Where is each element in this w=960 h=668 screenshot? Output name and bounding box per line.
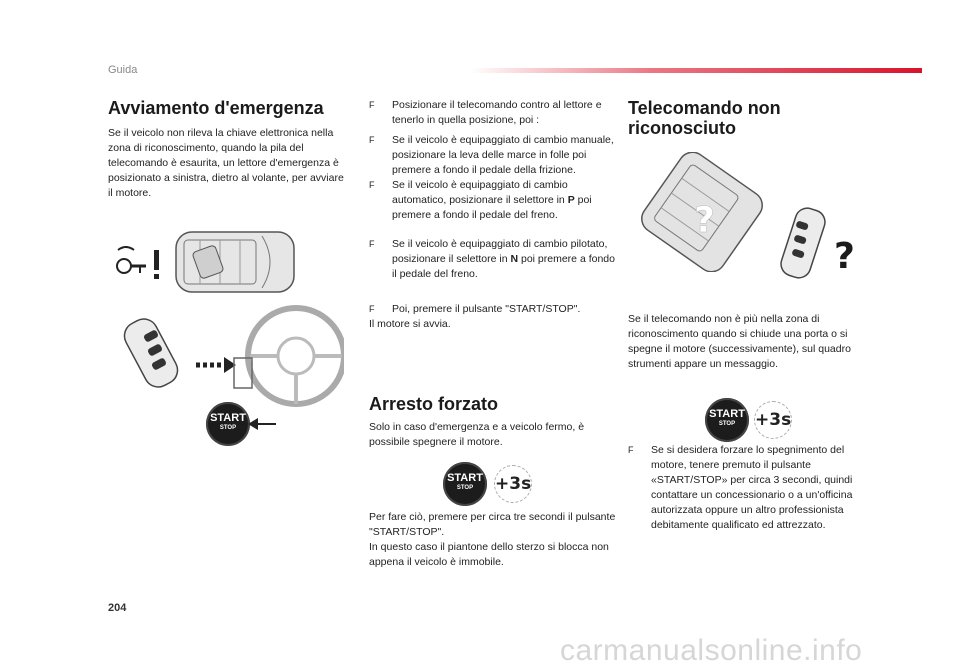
list-item: F Se si desidera forzare lo spegnimento del motore, tenere premuto il pulsante «START/STOP» per circa 3 secondi, quindi contattare un concessionario o a un'officina autorizzata oppure un altro professionista debitamente qualificato ed attrezzato. [628, 444, 853, 531]
start-stop-button-icon: START STOP [206, 402, 250, 446]
svg-text:?: ? [694, 200, 715, 241]
start-stop-button-icon: START STOP [705, 398, 749, 442]
list-item: F Se il veicolo è equipaggiato di cambio automatico, posizionare il selettore in P poi premere a fondo il pedale del freno. [369, 179, 592, 221]
start-stop-button-icon: START STOP [443, 462, 487, 506]
steering-wheel-illustration [230, 300, 344, 410]
section-label: Guida [108, 64, 138, 76]
arrow-left-icon [248, 416, 276, 432]
title-forced-stop: Arresto forzato [369, 394, 499, 414]
question-mark-icon: ? [834, 236, 855, 277]
forced-stop-text: Solo in caso d'emergenza e a veicolo fermo, è possibile spegnere il motore. [369, 421, 585, 448]
plus-3s-icon: +3s [754, 401, 792, 439]
forced-stop-instructions: Per fare ciò, premere per circa tre secondi il pulsante "START/STOP". In questo caso il piantone dello sterzo si blocca non appena il veicolo è immobile. [369, 511, 616, 568]
engine-starts-text: Il motore si avvia. [369, 318, 451, 330]
list-item: F Se il veicolo è equipaggiato di cambio pilotato, posizionare il selettore in N poi premere a fondo il pedale del freno. [369, 238, 615, 280]
list-item: F Posizionare il telecomando contro al lettore e tenerlo in quella posizione, poi : [369, 99, 602, 126]
key-fob-illustration [776, 206, 830, 282]
list-item: F Se il veicolo è equipaggiato di cambio manuale, posizionare la leva delle marce in folle poi premere a fondo il pedale della frizione. [369, 134, 614, 176]
title-emergency-start: Avviamento d'emergenza [108, 98, 324, 118]
procedure-list [369, 98, 617, 332]
force-stop-list [628, 443, 866, 533]
title-remote-not-recognized: Telecomando non riconosciuto [628, 98, 781, 138]
watermark: carmanualsonline.info [560, 634, 863, 667]
key-fob-illustration [120, 314, 198, 388]
header-bar [470, 68, 922, 73]
remote-not-recognized-text: Se il telecomando non è più nella zona di riconoscimento quando si chiude una porta o si spegne il motore (successivamente), sul quadro strumenti appare un messaggio. [628, 313, 851, 370]
car-diagonal-illustration [632, 152, 772, 272]
emergency-start-text: Se il veicolo non rileva la chiave elettronica nella zona di riconoscimento, quando la pila del telecomando è esaurita, un lettore d'emergenza è posizionato a sinistra, dietro al volante, per avviare il motore. [108, 127, 344, 199]
plus-3s-icon: +3s [494, 465, 532, 503]
key-warning-icon [112, 246, 164, 282]
list-item: F Poi, premere il pulsante "START/STOP". [369, 303, 581, 315]
page-number: 204 [108, 602, 127, 614]
car-top-illustration [174, 226, 300, 298]
